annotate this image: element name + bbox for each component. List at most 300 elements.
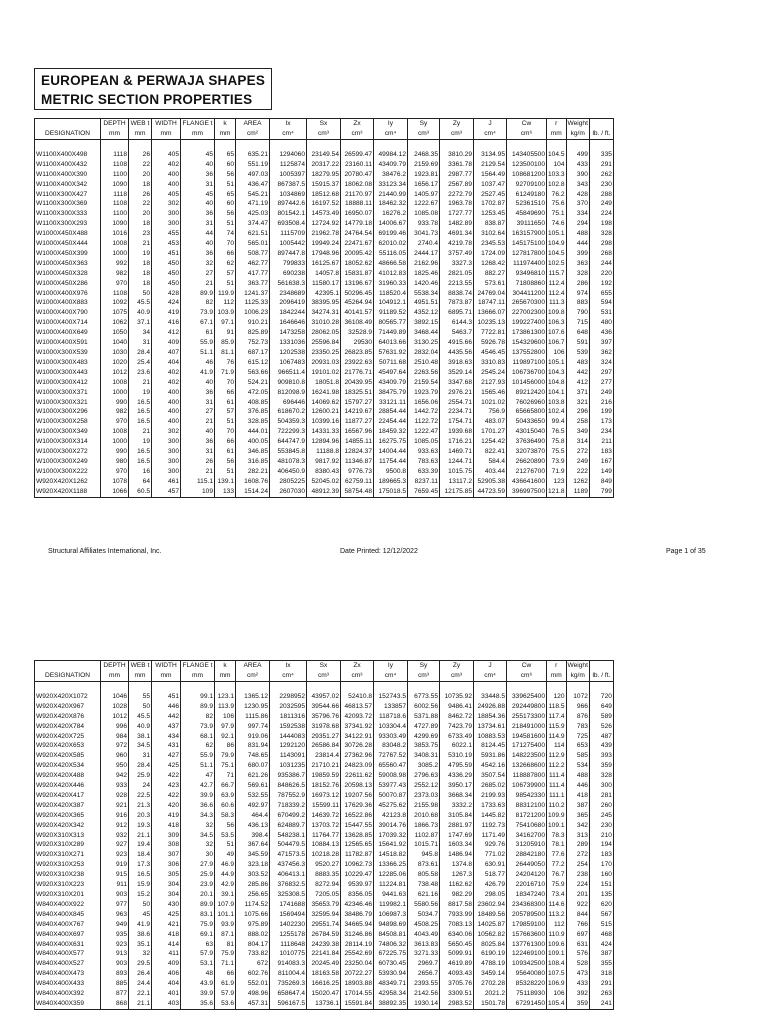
table-row xyxy=(35,831,614,841)
value-cell: 307 xyxy=(152,850,181,860)
value-cell: 27 xyxy=(181,407,215,417)
value-cell: 112.9 xyxy=(548,752,565,760)
value-cell: 1923.79 xyxy=(408,388,440,398)
value-cell: 825.89 xyxy=(236,328,270,338)
value-cell: 71808860 xyxy=(507,279,547,289)
value-cell: 1090 xyxy=(101,219,129,229)
header-bottom-16: kg/m xyxy=(566,129,589,140)
value-cell: 633.39 xyxy=(408,467,440,477)
designation-cell: W920X420X967 xyxy=(35,702,101,712)
value-cell: 13117.2 xyxy=(440,477,474,487)
value-cell: 300 xyxy=(152,447,181,457)
header-top-9: Zx xyxy=(341,661,374,672)
value-cell: 107.5 xyxy=(548,970,565,978)
table-row xyxy=(35,751,614,761)
value-cell: 60 xyxy=(215,199,236,209)
value-cell: 16.5 xyxy=(129,870,152,880)
value-cell: 499 xyxy=(566,150,589,160)
header-top-14: Cw xyxy=(507,661,547,672)
value-cell: 291 xyxy=(589,160,613,170)
value-cell: 3918.63 xyxy=(440,358,474,368)
value-cell: 105.1 xyxy=(548,230,565,238)
value-cell: 451 xyxy=(152,249,181,259)
value-cell: 1486.94 xyxy=(440,850,474,860)
value-cell: 752.73 xyxy=(236,338,270,348)
value-cell: 42123.8 xyxy=(374,811,408,821)
value-cell: 966511.4 xyxy=(270,368,307,378)
value-cell: 25.9 xyxy=(181,870,215,880)
spacer-row xyxy=(35,140,614,150)
header-bottom-4: mm xyxy=(181,129,215,140)
designation-cell: W1100X400X390 xyxy=(35,170,101,180)
value-cell: 1000 xyxy=(101,249,129,259)
value-cell: 51 xyxy=(215,840,236,850)
value-cell: 16.5 xyxy=(129,398,152,408)
value-cell: 5034.7 xyxy=(408,910,440,920)
value-cell: 20 xyxy=(129,209,152,219)
value-cell: 70 xyxy=(215,378,236,388)
table-row xyxy=(35,930,614,940)
value-cell: 133 xyxy=(215,487,236,497)
value-cell: 80565.77 xyxy=(374,318,408,328)
designation-cell: W920X310X201 xyxy=(35,890,101,900)
value-cell: 179859100 xyxy=(507,920,547,930)
table-row xyxy=(35,239,614,249)
value-cell: 10884.13 xyxy=(307,840,341,850)
value-cell: 1445.82 xyxy=(474,811,507,821)
value-cell: 8237.11 xyxy=(408,477,440,487)
value-cell: 39.9 xyxy=(181,989,215,999)
value-cell: 868 xyxy=(101,999,129,1009)
value-cell: 89.9 xyxy=(181,702,215,712)
value-cell: 17039.32 xyxy=(374,831,408,841)
value-cell: 945.8 xyxy=(408,850,440,860)
value-cell: 2554.71 xyxy=(440,398,474,408)
header-bottom-3: mm xyxy=(152,671,181,682)
value-cell: 29351.27 xyxy=(307,732,341,742)
value-cell: 127817800 xyxy=(507,249,547,259)
value-cell: 106.9 xyxy=(548,980,565,988)
value-cell: 230 xyxy=(589,821,613,831)
value-cell: 3310.83 xyxy=(474,358,507,368)
value-cell: 990 xyxy=(101,447,129,457)
value-cell: 98542330 xyxy=(507,791,547,801)
value-cell: 8025.84 xyxy=(474,940,507,950)
value-cell: 346.85 xyxy=(236,447,270,457)
value-cell: 19859.59 xyxy=(307,771,341,781)
value-cell: 66 xyxy=(215,969,236,979)
value-cell: 1420.46 xyxy=(408,279,440,289)
value-cell: 48666.58 xyxy=(374,259,408,269)
value-cell: 65 xyxy=(215,190,236,200)
designation-cell: W1000X450X399 xyxy=(35,249,101,259)
header-top-3: WIDTH xyxy=(152,119,181,130)
value-cell: 433 xyxy=(566,979,589,989)
value-cell: 97.9 xyxy=(215,722,236,732)
value-cell: 339625400 xyxy=(507,692,547,702)
value-cell: 114 xyxy=(547,741,567,751)
value-cell: 406450.9 xyxy=(270,467,307,477)
value-cell: 3085.2 xyxy=(408,761,440,771)
value-cell: 183 xyxy=(589,447,613,457)
value-cell: 18051.8 xyxy=(307,378,341,388)
value-cell: 29530 xyxy=(341,338,374,348)
value-cell: 970 xyxy=(101,417,129,427)
designation-cell: W920X420X1072 xyxy=(35,692,101,702)
designation-cell: W920X420X365 xyxy=(35,811,101,821)
value-cell: 148223500 xyxy=(507,751,547,761)
value-cell: 3950.17 xyxy=(440,781,474,791)
value-cell: 19 xyxy=(129,249,152,259)
value-cell: 45849690 xyxy=(507,209,547,219)
table-row xyxy=(35,318,614,328)
value-cell: 55.9 xyxy=(181,338,215,348)
value-cell: 216 xyxy=(589,398,613,408)
value-cell: 85.9 xyxy=(215,338,236,348)
value-cell: 2159.69 xyxy=(408,160,440,170)
designation-cell: W920X420X387 xyxy=(35,801,101,811)
value-cell: 355 xyxy=(589,959,613,969)
value-cell: 32595.94 xyxy=(307,910,341,920)
value-cell: 109342500 xyxy=(507,959,547,969)
value-cell: 103.9 xyxy=(215,308,236,318)
value-cell: 18888.11 xyxy=(341,199,374,209)
value-cell: 921 xyxy=(101,801,129,811)
value-cell: 591 xyxy=(566,338,589,348)
value-cell: 118520.4 xyxy=(374,289,408,299)
value-cell: 48349.71 xyxy=(374,979,408,989)
value-cell: 1716.21 xyxy=(440,437,474,447)
value-cell: 139.1 xyxy=(215,477,236,487)
value-cell: 893 xyxy=(101,969,129,979)
value-cell: 154329600 xyxy=(507,338,547,348)
value-cell: 561638.3 xyxy=(270,279,307,289)
value-cell: 11580.17 xyxy=(307,279,341,289)
value-cell: 2881.97 xyxy=(440,821,474,831)
value-cell: 265670300 xyxy=(507,298,547,308)
value-cell: 1067483 xyxy=(270,358,307,368)
value-cell: 822.41 xyxy=(474,447,507,457)
value-cell: 123500100 xyxy=(507,160,547,170)
value-cell: 425.03 xyxy=(236,209,270,219)
table-row xyxy=(35,437,614,447)
value-cell: 123 xyxy=(547,477,567,487)
header-top-1: DEPTH xyxy=(101,119,129,130)
value-cell: 62759.11 xyxy=(341,477,374,487)
value-cell: 16275.75 xyxy=(374,437,408,447)
value-cell: 60 xyxy=(215,160,236,170)
value-cell: 36 xyxy=(181,170,215,180)
value-cell: 27.9 xyxy=(181,860,215,870)
value-cell: 45.5 xyxy=(129,712,152,722)
section-properties-table-2 xyxy=(34,660,614,1010)
value-cell: 32 xyxy=(181,821,215,831)
value-cell: 387 xyxy=(566,801,589,811)
value-cell: 1015.71 xyxy=(408,840,440,850)
value-cell: 8817.58 xyxy=(440,900,474,910)
value-cell: 15797.27 xyxy=(341,398,374,408)
value-cell: 903 xyxy=(101,890,129,900)
title-line-2: METRIC SECTION PROPERTIES xyxy=(41,92,253,107)
value-cell: 404 xyxy=(152,979,181,989)
value-cell: 428 xyxy=(566,190,589,200)
value-cell: 29551.74 xyxy=(307,920,341,930)
value-cell: 3408.31 xyxy=(408,751,440,761)
value-cell: 103304.4 xyxy=(374,722,408,732)
value-cell: 877 xyxy=(101,989,129,999)
value-cell: 61249180 xyxy=(507,190,547,200)
value-cell: 928 xyxy=(101,791,129,801)
value-cell: 25.9 xyxy=(129,771,152,781)
value-cell: 2796.63 xyxy=(408,771,440,781)
value-cell: 1050 xyxy=(101,328,129,338)
value-cell: 34.5 xyxy=(129,741,152,751)
value-cell: 1741688 xyxy=(270,900,307,910)
value-cell: 1701.27 xyxy=(474,427,507,437)
value-cell: 408.85 xyxy=(236,398,270,408)
table-row xyxy=(35,890,614,900)
value-cell: 3810.29 xyxy=(440,150,474,160)
value-cell: 446 xyxy=(152,702,181,712)
value-cell: 397 xyxy=(589,338,613,348)
value-cell: 32 xyxy=(181,259,215,269)
value-cell: 36.6 xyxy=(181,801,215,811)
value-cell: 1501.78 xyxy=(474,999,507,1009)
value-cell: 31010.28 xyxy=(307,318,341,328)
value-cell: 304 xyxy=(152,880,181,890)
designation-cell: W1000X300X222 xyxy=(35,467,101,477)
header-top-2: WEB t xyxy=(129,119,152,130)
value-cell: 876 xyxy=(566,712,589,722)
table-row xyxy=(35,338,614,348)
value-cell: 2393.55 xyxy=(408,979,440,989)
value-cell: 2373.03 xyxy=(408,791,440,801)
header-bottom-12: cm³ xyxy=(440,671,474,682)
header-bottom-6: cm² xyxy=(236,129,270,140)
value-cell: 61 xyxy=(215,447,236,457)
value-cell: 409 xyxy=(152,338,181,348)
value-cell: 897447.8 xyxy=(270,249,307,259)
value-cell: 109.1 xyxy=(548,950,565,958)
header-bottom-5: mm xyxy=(215,129,236,140)
value-cell: 602.76 xyxy=(236,969,270,979)
value-cell: 38892.35 xyxy=(374,999,408,1009)
value-cell: 437 xyxy=(152,722,181,732)
value-cell: 528 xyxy=(566,959,589,969)
value-cell: 387 xyxy=(589,949,613,959)
value-cell: 771.02 xyxy=(474,850,507,860)
value-cell: 1115.86 xyxy=(236,712,270,722)
header-top-5: k xyxy=(215,661,236,672)
value-cell: 230 xyxy=(589,180,613,190)
value-cell: 67225.75 xyxy=(374,949,408,959)
value-cell: 104.5 xyxy=(548,249,565,257)
value-cell: 292449800 xyxy=(507,702,547,712)
value-cell: 25596.84 xyxy=(307,338,341,348)
value-cell: 1006.23 xyxy=(236,308,270,318)
value-cell: 249 xyxy=(589,199,613,209)
value-cell: 980 xyxy=(101,457,129,467)
value-cell: 483.07 xyxy=(474,417,507,427)
table-row xyxy=(35,840,614,850)
value-cell: 51 xyxy=(215,417,236,427)
value-cell: 615.12 xyxy=(236,358,270,368)
value-cell: 103.3 xyxy=(548,170,565,178)
value-cell: 4336.29 xyxy=(440,771,474,781)
value-cell: 929.76 xyxy=(474,840,507,850)
value-cell: 3102.64 xyxy=(474,229,507,239)
value-cell: 66 xyxy=(215,388,236,398)
value-cell: 436.47 xyxy=(236,180,270,190)
value-cell: 766 xyxy=(566,920,589,930)
header-bottom-10: cm⁴ xyxy=(374,671,408,682)
value-cell: 655 xyxy=(589,289,613,299)
value-cell: 1162.62 xyxy=(440,880,474,890)
value-cell: 1192.73 xyxy=(474,821,507,831)
value-cell: 658647.4 xyxy=(270,989,307,999)
value-cell: 2976.21 xyxy=(440,388,474,398)
value-cell: 75.1 xyxy=(547,209,567,219)
value-cell: 76.2 xyxy=(547,190,567,200)
value-cell: 25.4 xyxy=(129,358,152,368)
value-cell: 11754.44 xyxy=(374,457,408,467)
value-cell: 39.1 xyxy=(215,890,236,900)
value-cell: 19101.02 xyxy=(307,368,341,378)
value-cell: 401 xyxy=(152,989,181,999)
designation-cell: W920X420X1262 xyxy=(35,477,101,487)
value-cell: 133857 xyxy=(374,702,408,712)
value-cell: 406413.1 xyxy=(270,870,307,880)
value-cell: 298 xyxy=(589,239,613,249)
value-cell: 1008 xyxy=(101,239,129,249)
value-cell: 2740.4 xyxy=(408,239,440,249)
table-row xyxy=(35,969,614,979)
value-cell: 42.9 xyxy=(215,880,236,890)
value-cell: 488 xyxy=(566,229,589,239)
value-cell: 93.9 xyxy=(215,920,236,930)
header-bottom-14: cm⁶ xyxy=(507,129,547,140)
value-cell: 696446 xyxy=(270,398,307,408)
designation-cell: W1000X400X976 xyxy=(35,289,101,299)
value-cell: 16.5 xyxy=(129,407,152,417)
table-row xyxy=(35,259,614,269)
value-cell: 42093.72 xyxy=(341,712,374,722)
table-row xyxy=(35,457,614,467)
value-cell: 1241.37 xyxy=(236,289,270,299)
value-cell: 31 xyxy=(181,398,215,408)
value-cell: 137552800 xyxy=(507,348,547,358)
value-cell: 111.4 xyxy=(547,771,567,781)
value-cell: 18459.32 xyxy=(374,427,408,437)
designation-cell: W1000X300X539 xyxy=(35,348,101,358)
designation-cell: W1000X450X286 xyxy=(35,279,101,289)
value-cell: 406 xyxy=(152,969,181,979)
value-cell: 70 xyxy=(215,239,236,249)
value-cell: 1656.06 xyxy=(408,398,440,408)
value-cell: 1031235 xyxy=(270,761,307,771)
value-cell: 371 xyxy=(566,388,589,398)
table-row xyxy=(35,821,614,831)
value-cell: 73.9 xyxy=(181,308,215,318)
table-row xyxy=(35,269,614,279)
value-cell: 56 xyxy=(215,209,236,219)
value-cell: 2552.12 xyxy=(408,781,440,791)
value-cell: 282.21 xyxy=(236,467,270,477)
value-cell: 289 xyxy=(566,840,589,850)
value-cell: 393 xyxy=(589,751,613,761)
value-cell: 73.4 xyxy=(547,890,567,900)
value-cell: 45 xyxy=(181,150,215,160)
value-cell: 446 xyxy=(566,781,589,791)
header-top-4: FLANGE t xyxy=(182,120,213,128)
table-row xyxy=(35,328,614,338)
value-cell: 553845.8 xyxy=(270,447,307,457)
value-cell: 1656.17 xyxy=(408,180,440,190)
value-cell: 524.21 xyxy=(236,378,270,388)
value-cell: 16241.98 xyxy=(307,388,341,398)
value-cell: 2969.7 xyxy=(408,959,440,969)
value-cell: 14779.18 xyxy=(341,219,374,229)
table-row xyxy=(35,920,614,930)
value-cell: 238 xyxy=(566,870,589,880)
value-cell: 26586.84 xyxy=(307,741,341,751)
value-cell: 450 xyxy=(152,279,181,289)
value-cell: 418 xyxy=(152,930,181,940)
value-cell: 50711.68 xyxy=(374,358,408,368)
value-cell: 27362.96 xyxy=(341,751,374,761)
value-cell: 324 xyxy=(589,358,613,368)
value-cell: 2510.48 xyxy=(408,358,440,368)
value-cell: 93496810 xyxy=(507,269,547,279)
table-row xyxy=(35,850,614,860)
designation-cell: W1000X300X349 xyxy=(35,427,101,437)
value-cell: 18854.36 xyxy=(474,712,507,722)
value-cell: 1222.47 xyxy=(408,427,440,437)
value-cell: 33121.11 xyxy=(374,398,408,408)
value-cell: 76 xyxy=(215,358,236,368)
value-cell: 464.4 xyxy=(236,811,270,821)
value-cell: 2832.04 xyxy=(408,348,440,358)
value-cell: 7933.99 xyxy=(440,910,474,920)
value-cell: 120 xyxy=(547,692,567,702)
value-cell: 41.9 xyxy=(129,920,152,930)
value-cell: 52905.38 xyxy=(474,477,507,487)
value-cell: 75.8 xyxy=(547,437,567,447)
value-cell: 50 xyxy=(129,289,152,299)
value-cell: 8380.43 xyxy=(307,467,341,477)
value-cell: 234 xyxy=(589,427,613,437)
value-cell: 33123.34 xyxy=(374,180,408,190)
value-cell: 18489.56 xyxy=(474,910,507,920)
value-cell: 28.4 xyxy=(129,348,152,358)
designation-cell: W1000X400X649 xyxy=(35,328,101,338)
value-cell: 648 xyxy=(566,328,589,338)
value-cell: 411 xyxy=(152,949,181,959)
value-cell: 2567.89 xyxy=(440,180,474,190)
value-cell: 224 xyxy=(566,880,589,890)
value-cell: 109.1 xyxy=(548,821,565,829)
value-cell: 81.1 xyxy=(215,348,236,358)
value-cell: 28842180 xyxy=(507,850,547,860)
designation-cell: W1100X300X427 xyxy=(35,190,101,200)
table-row xyxy=(35,979,614,989)
designation-cell: W840X400X473 xyxy=(35,969,101,979)
value-cell: 1102.87 xyxy=(408,831,440,841)
value-cell: 334 xyxy=(566,209,589,219)
value-cell: 2096419 xyxy=(270,298,307,308)
value-cell: 69.1 xyxy=(181,930,215,940)
value-cell: 376832.5 xyxy=(270,880,307,890)
